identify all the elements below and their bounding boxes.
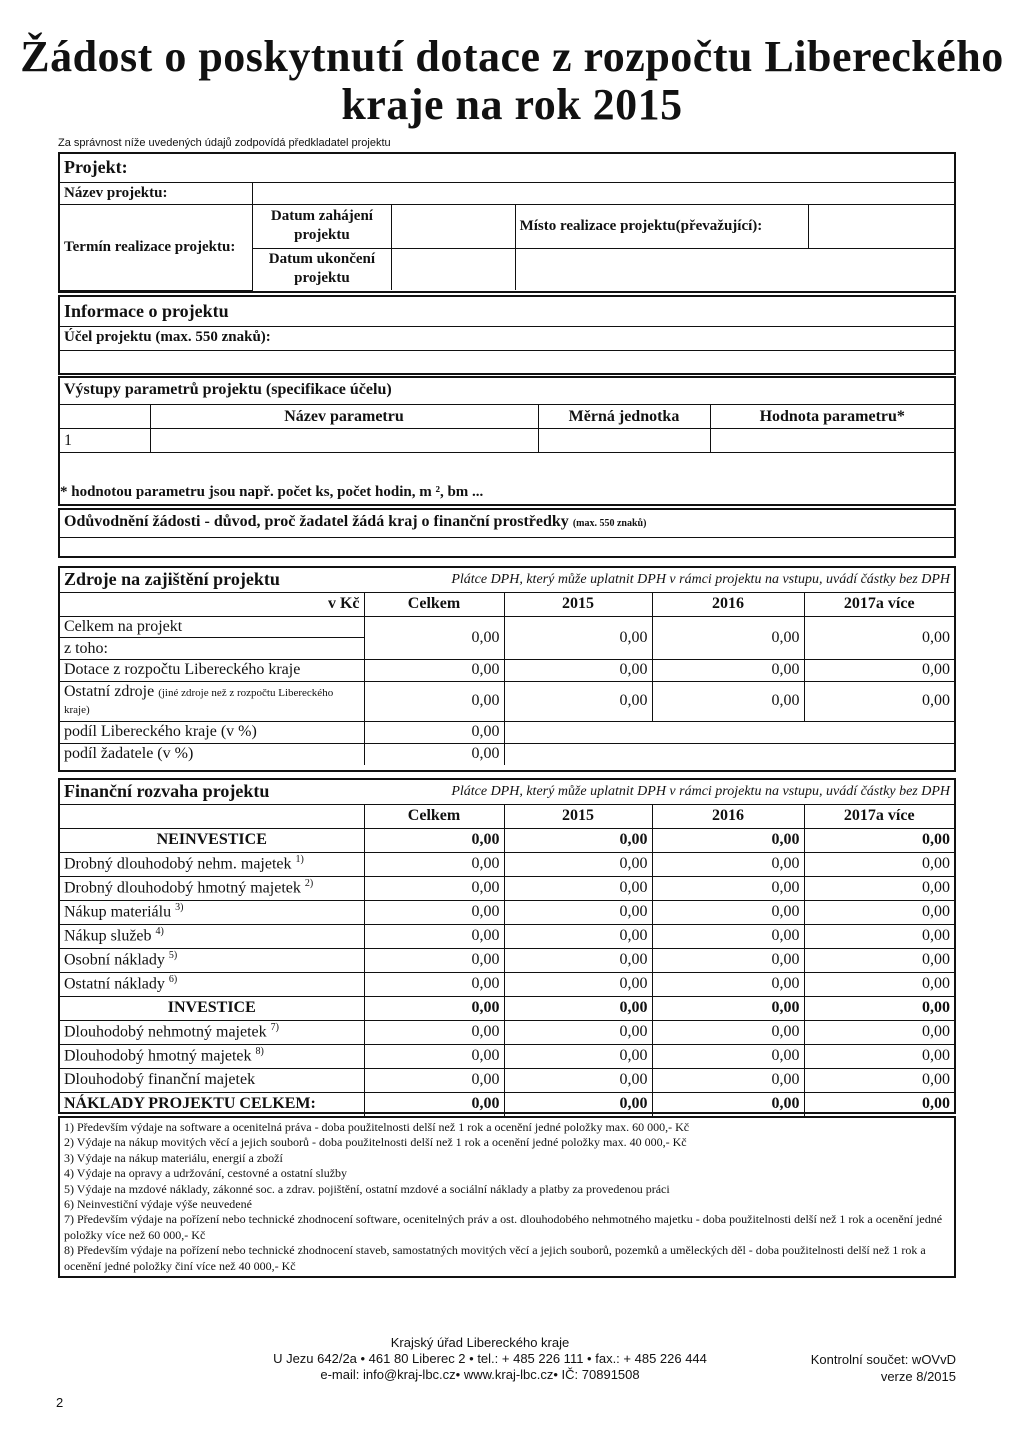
finance-value[interactable]: 0,00 <box>504 852 652 876</box>
currency-label: v Kč <box>60 592 364 616</box>
finance-value[interactable]: 0,00 <box>804 900 954 924</box>
footnote-item: 4) Výdaje na opravy a udržování, cestovné a ostatní služby <box>64 1166 348 1181</box>
total-project-value: 0,00 <box>504 616 652 659</box>
checksum: Kontrolní součet: wOVvD <box>810 1352 956 1367</box>
finance-value[interactable]: 0,00 <box>504 1044 652 1068</box>
output-unit-field[interactable] <box>538 429 710 453</box>
end-date-field[interactable] <box>392 248 515 290</box>
footnote-ref: 2) <box>304 878 314 890</box>
finance-value[interactable]: 0,00 <box>364 876 504 900</box>
finance-row <box>60 948 954 972</box>
other-sources-value[interactable]: 0,00 <box>804 681 954 721</box>
footnote-ref: 1) <box>295 854 304 866</box>
finance-value[interactable]: 0,00 <box>652 972 804 996</box>
finance-row-text: Osobní náklady <box>64 951 165 969</box>
finance-row <box>60 1044 954 1068</box>
finance-value[interactable]: 0,00 <box>504 924 652 948</box>
finance-row-label <box>60 852 364 876</box>
finance-row <box>60 924 954 948</box>
footnote-item: 5) Výdaje na mzdové náklady, zákonné soc. a zdrav. pojištění, ostatní mzdové a sociální náklady a platby za provedenou práci <box>64 1181 670 1196</box>
office-name: Krajský úřad Libereckého kraje <box>390 1335 570 1350</box>
finance-value: 0,00 <box>804 1092 954 1116</box>
sources-vat-note: Plátce DPH, který může uplatnit DPH v rámci projektu na vstupu, uvádí částky bez DPH <box>364 568 954 592</box>
finance-value: 0,00 <box>804 996 954 1020</box>
office-address: U Jezu 642/2a • 461 80 Liberec 2 • tel.: + 485 226 111 • fax.: + 485 226 444 <box>273 1351 707 1366</box>
other-sources-label: Ostatní zdroje <box>64 683 155 700</box>
finance-value[interactable]: 0,00 <box>804 876 954 900</box>
finance-value[interactable]: 0,00 <box>364 852 504 876</box>
sources-col-2015: 2015 <box>504 592 652 616</box>
start-date-label: Datum zahájení projektu <box>252 204 392 248</box>
finance-value[interactable]: 0,00 <box>804 852 954 876</box>
finance-col-2015: 2015 <box>504 804 652 828</box>
sources-section <box>58 566 956 772</box>
finance-header: Finanční rozvaha projektu <box>60 780 364 804</box>
finance-value: 0,00 <box>504 1092 652 1116</box>
footnote-ref: 4) <box>155 926 164 938</box>
finance-value[interactable]: 0,00 <box>504 1020 652 1044</box>
finance-row-label <box>60 900 364 924</box>
finance-value: 0,00 <box>504 996 652 1020</box>
footnote-ref: 6) <box>168 974 178 986</box>
finance-value[interactable]: 0,00 <box>804 1020 954 1044</box>
finance-value[interactable]: 0,00 <box>364 900 504 924</box>
finance-row-text: Drobný dlouhodobý nehm. majetek <box>64 855 292 873</box>
sources-col-2017: 2017a více <box>804 592 954 616</box>
footnote-item: 2) Výdaje na nákup movitých věcí a jejich souborů - doba použitelnosti delší než 1 rok a ocenění jedné položky max. 40 000,- Kč <box>64 1135 687 1150</box>
finance-row <box>60 996 954 1020</box>
finance-value: 0,00 <box>504 828 652 852</box>
purpose-field[interactable] <box>60 351 954 373</box>
finance-value[interactable]: 0,00 <box>652 1044 804 1068</box>
page-title-line-2: kraje na rok 2015 <box>341 80 683 129</box>
footnotes <box>58 1116 956 1278</box>
footnote-item: 6) Neinvestiční výdaje výše neuvedené <box>64 1197 252 1212</box>
subsidy-value[interactable]: 0,00 <box>804 659 954 681</box>
finance-value[interactable]: 0,00 <box>504 1068 652 1092</box>
justification-field[interactable] <box>60 538 954 556</box>
total-project-value: 0,00 <box>652 616 804 659</box>
finance-row-label <box>60 828 364 852</box>
finance-row-label <box>60 1092 364 1116</box>
finance-row-label <box>60 1044 364 1068</box>
finance-value[interactable]: 0,00 <box>504 948 652 972</box>
col-unit: Měrná jednotka <box>538 405 710 429</box>
place-label: Místo realizace projektu(převažující): <box>515 204 808 248</box>
output-name-field[interactable] <box>150 429 538 453</box>
finance-value[interactable]: 0,00 <box>804 1044 954 1068</box>
total-project-value: 0,00 <box>804 616 954 659</box>
office-contact: e-mail: info@kraj-lbc.cz• www.kraj-lbc.cz• IČ: 70891508 <box>320 1367 640 1382</box>
other-sources-value[interactable]: 0,00 <box>652 681 804 721</box>
finance-row <box>60 900 954 924</box>
finance-value[interactable]: 0,00 <box>364 924 504 948</box>
finance-value[interactable]: 0,00 <box>652 1020 804 1044</box>
footnote-ref: 3) <box>175 902 184 914</box>
finance-row-text: Dlouhodobý nehmotný majetek <box>64 1023 267 1041</box>
finance-value[interactable]: 0,00 <box>652 900 804 924</box>
finance-value[interactable]: 0,00 <box>504 900 652 924</box>
place-field-2[interactable] <box>515 248 954 290</box>
finance-row-text: NÁKLADY PROJEKTU CELKEM: <box>64 1095 316 1113</box>
finance-value: 0,00 <box>652 996 804 1020</box>
subsidy-value[interactable]: 0,00 <box>504 659 652 681</box>
project-name-label: Název projektu: <box>60 182 252 204</box>
project-section <box>58 152 956 293</box>
other-sources-value[interactable]: 0,00 <box>364 681 504 721</box>
finance-value[interactable]: 0,00 <box>364 1044 504 1068</box>
project-header: Projekt: <box>60 154 954 182</box>
purpose-label: Účel projektu (max. 550 znaků): <box>64 329 271 345</box>
page-number: 2 <box>56 1395 64 1410</box>
of-which-label: z toho: <box>64 639 108 657</box>
finance-row <box>60 1020 954 1044</box>
outputs-header: Výstupy parametrů projektu (specifikace účelu) <box>64 381 392 398</box>
sources-header: Zdroje na zajištění projektu <box>60 568 364 592</box>
finance-row-label <box>60 876 364 900</box>
finance-value[interactable]: 0,00 <box>364 1020 504 1044</box>
finance-row <box>60 876 954 900</box>
other-sources-value[interactable]: 0,00 <box>504 681 652 721</box>
justification-label: Odůvodnění žádosti - důvod, proč žadatel žádá kraj o finanční prostředky <box>64 513 569 530</box>
finance-row-text: Nákup služeb <box>64 927 152 945</box>
finance-value[interactable]: 0,00 <box>804 924 954 948</box>
finance-value: 0,00 <box>364 828 504 852</box>
finance-row-text: Drobný dlouhodobý hmotný majetek <box>64 879 301 897</box>
finance-value[interactable]: 0,00 <box>364 948 504 972</box>
finance-row <box>60 828 954 852</box>
footnote-item: 8) Především výdaje na pořízení nebo technické zhodnocení staveb, samostatných movitých věcí a jejich souborů, pozemků a uměleckých děl - doba použitelnosti delší než 1 rok a ocenění jedné položky činí více než 40 000,- Kč <box>64 1243 926 1273</box>
total-project-value: 0,00 <box>364 616 504 659</box>
justification-limit: (max. 550 znaků) <box>572 518 647 529</box>
share-applicant-value: 0,00 <box>364 743 504 765</box>
finance-row-text: Dlouhodobý finanční majetek <box>64 1071 256 1088</box>
finance-value[interactable]: 0,00 <box>504 972 652 996</box>
sources-col-total: Celkem <box>364 592 504 616</box>
finance-row-label <box>60 948 364 972</box>
footnote-item: 1) Především výdaje na software a ocenitelná práva - doba použitelnosti delší než 1 rok a ocenění jedné položky max. 60 000,- Kč <box>64 1120 690 1134</box>
finance-col-2017: 2017a více <box>804 804 954 828</box>
finance-row-label <box>60 924 364 948</box>
finance-value[interactable]: 0,00 <box>804 972 954 996</box>
finance-value[interactable]: 0,00 <box>504 876 652 900</box>
col-parameter-name: Název parametru <box>150 405 538 429</box>
share-region-value: 0,00 <box>364 721 504 743</box>
finance-row-label <box>60 972 364 996</box>
footnote-item: 7) Především výdaje na pořízení nebo technické zhodnocení software, ocenitelných práv a ost. dlouhodobého nehmotného majetku - doba použitelnosti delší než 1 rok a ocenění jedné položky více než 60 000,- Kč <box>64 1212 943 1242</box>
footnote-item: 3) Výdaje na nákup materiálu, energií a zboží <box>64 1150 283 1165</box>
finance-row-text: INVESTICE <box>167 999 256 1016</box>
finance-row <box>60 1092 954 1116</box>
finance-value[interactable]: 0,00 <box>364 972 504 996</box>
finance-value[interactable]: 0,00 <box>652 1068 804 1092</box>
finance-col-2016: 2016 <box>652 804 804 828</box>
project-name-field[interactable] <box>252 182 954 204</box>
subsidy-value[interactable]: 0,00 <box>364 659 504 681</box>
finance-vat-note: Plátce DPH, který může uplatnit DPH v rámci projektu na vstupu, uvádí částky bez DPH <box>364 780 954 804</box>
info-section <box>58 295 956 375</box>
col-value: Hodnota parametru* <box>710 405 954 429</box>
footnote-ref: 7) <box>270 1022 279 1034</box>
subsidy-row-label: Dotace z rozpočtu Libereckého kraje <box>60 659 364 681</box>
finance-row-text: Nákup materiálu <box>64 903 172 921</box>
output-value-field[interactable] <box>710 429 954 453</box>
subsidy-value[interactable]: 0,00 <box>652 659 804 681</box>
finance-value[interactable]: 0,00 <box>364 1068 504 1092</box>
other-sources-sublabel: (jiné zdroje než z rozpočtu Libereckého kraje) <box>64 687 334 716</box>
finance-value: 0,00 <box>364 1092 504 1116</box>
finance-value: 0,00 <box>804 828 954 852</box>
finance-row-text: Ostatní náklady <box>64 975 165 993</box>
place-field-1[interactable] <box>808 204 954 248</box>
finance-value: 0,00 <box>652 828 804 852</box>
finance-row <box>60 852 954 876</box>
finance-value[interactable]: 0,00 <box>652 852 804 876</box>
outputs-note: * hodnotou parametru jsou např. počet ks, počet hodin, m ², bm ... <box>60 484 484 500</box>
finance-row-text: Dlouhodobý hmotný majetek <box>64 1047 252 1065</box>
finance-row <box>60 1068 954 1092</box>
justification-section <box>58 508 956 558</box>
finance-row-text: NEINVESTICE <box>156 831 267 848</box>
version: verze 8/2015 <box>880 1369 956 1384</box>
share-applicant-label: podíl žadatele (v %) <box>60 743 364 765</box>
finance-value: 0,00 <box>364 996 504 1020</box>
info-header: Informace o projektu <box>64 301 229 321</box>
finance-section <box>58 778 956 1114</box>
sources-col-2016: 2016 <box>652 592 804 616</box>
footnote-ref: 5) <box>168 950 178 962</box>
footnote-ref: 8) <box>255 1046 264 1058</box>
total-project-label: Celkem na projekt <box>60 617 364 638</box>
finance-value: 0,00 <box>652 1092 804 1116</box>
finance-value[interactable]: 0,00 <box>652 948 804 972</box>
finance-value[interactable]: 0,00 <box>804 1068 954 1092</box>
outputs-section <box>58 376 956 506</box>
output-row-index: 1 <box>60 429 150 453</box>
responsibility-note: Za správnost níže uvedených údajů zodpovídá předkladatel projektu <box>58 137 391 149</box>
finance-value[interactable]: 0,00 <box>652 924 804 948</box>
finance-row <box>60 972 954 996</box>
finance-row-label <box>60 1068 364 1092</box>
end-date-label: Datum ukončení projektu <box>252 248 392 290</box>
finance-row-label <box>60 996 364 1020</box>
term-label: Termín realizace projektu: <box>60 204 252 290</box>
finance-value[interactable]: 0,00 <box>652 876 804 900</box>
start-date-field[interactable] <box>392 204 515 248</box>
share-region-label: podíl Libereckého kraje (v %) <box>60 721 364 743</box>
finance-value[interactable]: 0,00 <box>804 948 954 972</box>
finance-row-label <box>60 1020 364 1044</box>
page-title-line-1: Žádost o poskytnutí dotace z rozpočtu Libereckého <box>20 32 1004 81</box>
finance-col-total: Celkem <box>364 804 504 828</box>
